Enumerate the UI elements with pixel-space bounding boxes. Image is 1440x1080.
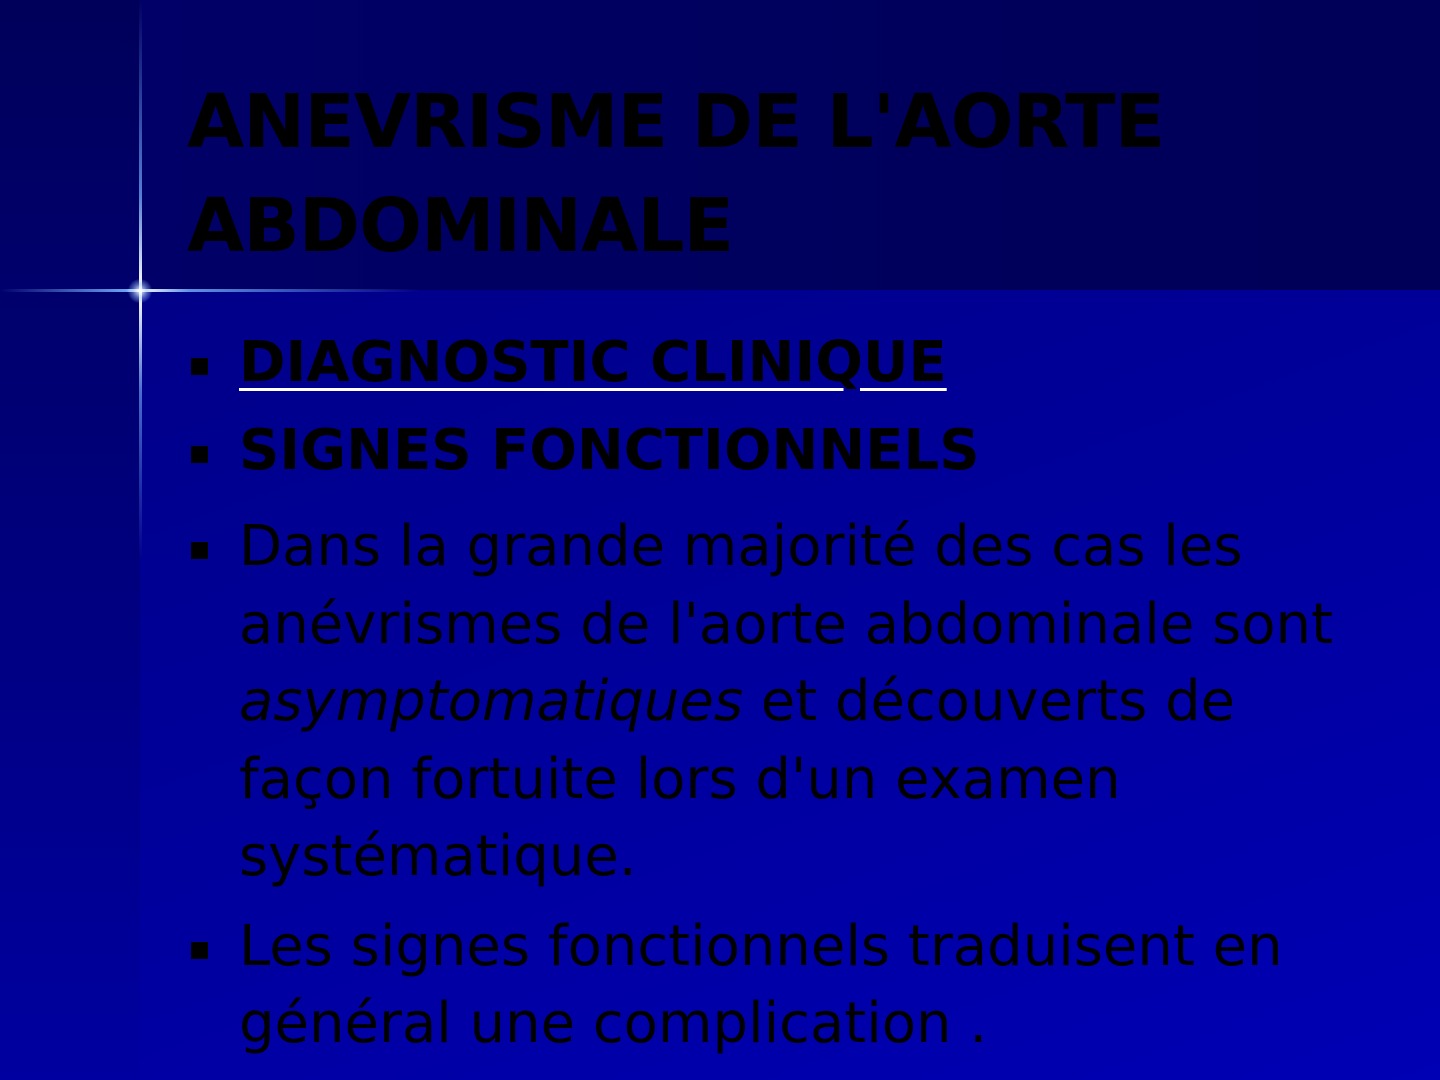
slide-title: ANEVRISME DE L'AORTE ABDOMINALE xyxy=(187,79,1165,269)
horizontal-accent-line xyxy=(0,289,420,292)
bullet-text-part: et découverts de façon fortuite lors d'un examen systématique. xyxy=(239,669,1236,889)
bullet-text-part: Dans la grande majorité des cas les anévrismes de l'aorte abdominale sont xyxy=(239,514,1333,657)
bullet-text: DIAGNOSTIC CLINIQUE xyxy=(239,330,947,395)
sparkle-icon xyxy=(128,279,152,303)
bullet-signes-fonctionnels xyxy=(187,414,1387,508)
left-panel xyxy=(0,0,140,1080)
bullet-complication xyxy=(187,908,1387,1062)
bullet-square-icon xyxy=(191,542,208,559)
bullet-square-icon xyxy=(191,446,208,463)
bullet-text-italic: asymptomatiques xyxy=(239,669,743,734)
bullet-list xyxy=(187,326,1387,1062)
bullet-square-icon xyxy=(191,942,208,959)
bullet-diagnostic-clinique xyxy=(187,326,1387,414)
bullet-text: SIGNES FONCTIONNELS xyxy=(239,418,980,483)
bullet-text: Les signes fonctionnels traduisent en général une complication . xyxy=(239,913,1283,1056)
bullet-square-icon xyxy=(191,358,208,375)
bullet-asymptomatic-description xyxy=(187,508,1387,896)
